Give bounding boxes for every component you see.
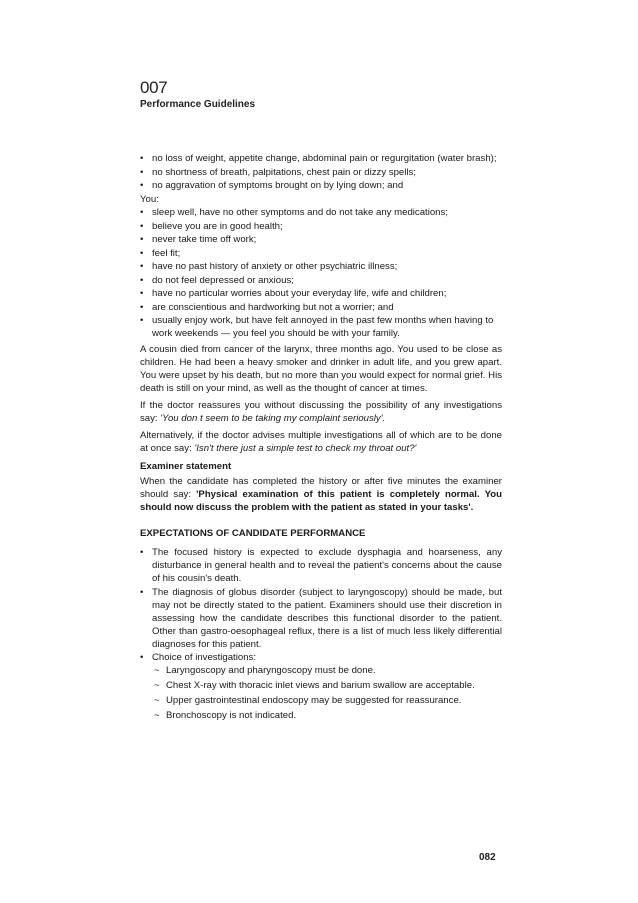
- examiner-bold-text: 'Physical examination of this patient is completely normal. You should now discuss the problem with the patient as stated in your tasks'.: [140, 489, 502, 513]
- list-item: • do not feel depressed or anxious;: [140, 274, 502, 287]
- expectations-list: [140, 546, 502, 722]
- list-item: • have no particular worries about your everyday life, wife and children;: [140, 287, 502, 300]
- investigations-list: [152, 664, 502, 722]
- list-item: • The diagnosis of globus disorder (subject to laryngoscopy) should be made, but may not be directly stated to the patient. Examiners should use their discretion in assessing how the candidate describes this functional disorder to the patient. Other than gastro-oesophageal reflux, there is a list of much less likely differential diagnoses for this patient.: [140, 586, 502, 651]
- page-content: [140, 152, 502, 724]
- list-item: • usually enjoy work, but have felt annoyed in the past few months when having to work weekends — you feel you should be with your family.: [140, 314, 502, 340]
- list-item: ~ Upper gastrointestinal endoscopy may be suggested for reassurance.: [152, 694, 502, 707]
- list-item: • no aggravation of symptoms brought on by lying down; and: [140, 179, 502, 192]
- chapter-number: 007: [140, 78, 168, 97]
- you-list: [140, 206, 502, 340]
- investigations-paragraph: [140, 429, 502, 455]
- list-item: • The focused history is expected to exclude dysphagia and hoarseness, any disturbance in general health and to reveal the patient's concerns about the cause of his cousin's death.: [140, 546, 502, 585]
- examiner-paragraph: [140, 475, 502, 514]
- investigations-quote: 'Isn't there just a simple test to check my throat out?': [194, 443, 417, 454]
- list-item: • have no past history of anxiety or other psychiatric illness;: [140, 260, 502, 273]
- list-item: [140, 651, 502, 722]
- you-label: You:: [140, 194, 159, 205]
- reassure-prefix: If the doctor reassures you without discussing the possibility of any investigations say:: [140, 400, 502, 424]
- reassure-quote: 'You don t seem to be taking my complaint seriously'.: [160, 413, 386, 424]
- section-title: Performance Guidelines: [140, 99, 256, 110]
- cousin-paragraph: A cousin died from cancer of the larynx, three months ago. You used to be close as children. He had been a heavy smoker and drinker in adult life, and you grew apart. You were upset by his death, but no more than you would expect for normal grief. His death is still on your mind, as well as the thought of cancer at times.: [140, 344, 502, 394]
- list-item: • feel fit;: [140, 247, 502, 260]
- list-item: • no loss of weight, appetite change, abdominal pain or regurgitation (water brash);: [140, 152, 502, 165]
- examiner-heading: Examiner statement: [140, 461, 232, 472]
- list-item: • sleep well, have no other symptoms and do not take any medications;: [140, 206, 502, 219]
- reassure-paragraph: [140, 399, 502, 425]
- list-item: ~ Bronchoscopy is not indicated.: [152, 709, 502, 722]
- list-item: ~ Laryngoscopy and pharyngoscopy must be done.: [152, 664, 502, 677]
- list-item: ~ Chest X-ray with thoracic inlet views and barium swallow are acceptable.: [152, 679, 502, 692]
- page-number: 082: [479, 852, 496, 863]
- investigations-label: Choice of investigations:: [152, 652, 256, 663]
- examiner-text: When the candidate has completed the history or after five minutes the examiner should say:: [140, 476, 502, 500]
- symptoms-list: [140, 152, 502, 192]
- investigations-prefix: Alternatively, if the doctor advises multiple investigations all of which are to be done at once say:: [140, 430, 502, 454]
- expectations-heading: EXPECTATIONS OF CANDIDATE PERFORMANCE: [140, 528, 366, 539]
- list-item: • no shortness of breath, palpitations, chest pain or dizzy spells;: [140, 166, 502, 179]
- list-item: • believe you are in good health;: [140, 220, 502, 233]
- list-item: • are conscientious and hardworking but not a worrier; and: [140, 301, 502, 314]
- list-item: • never take time off work;: [140, 233, 502, 246]
